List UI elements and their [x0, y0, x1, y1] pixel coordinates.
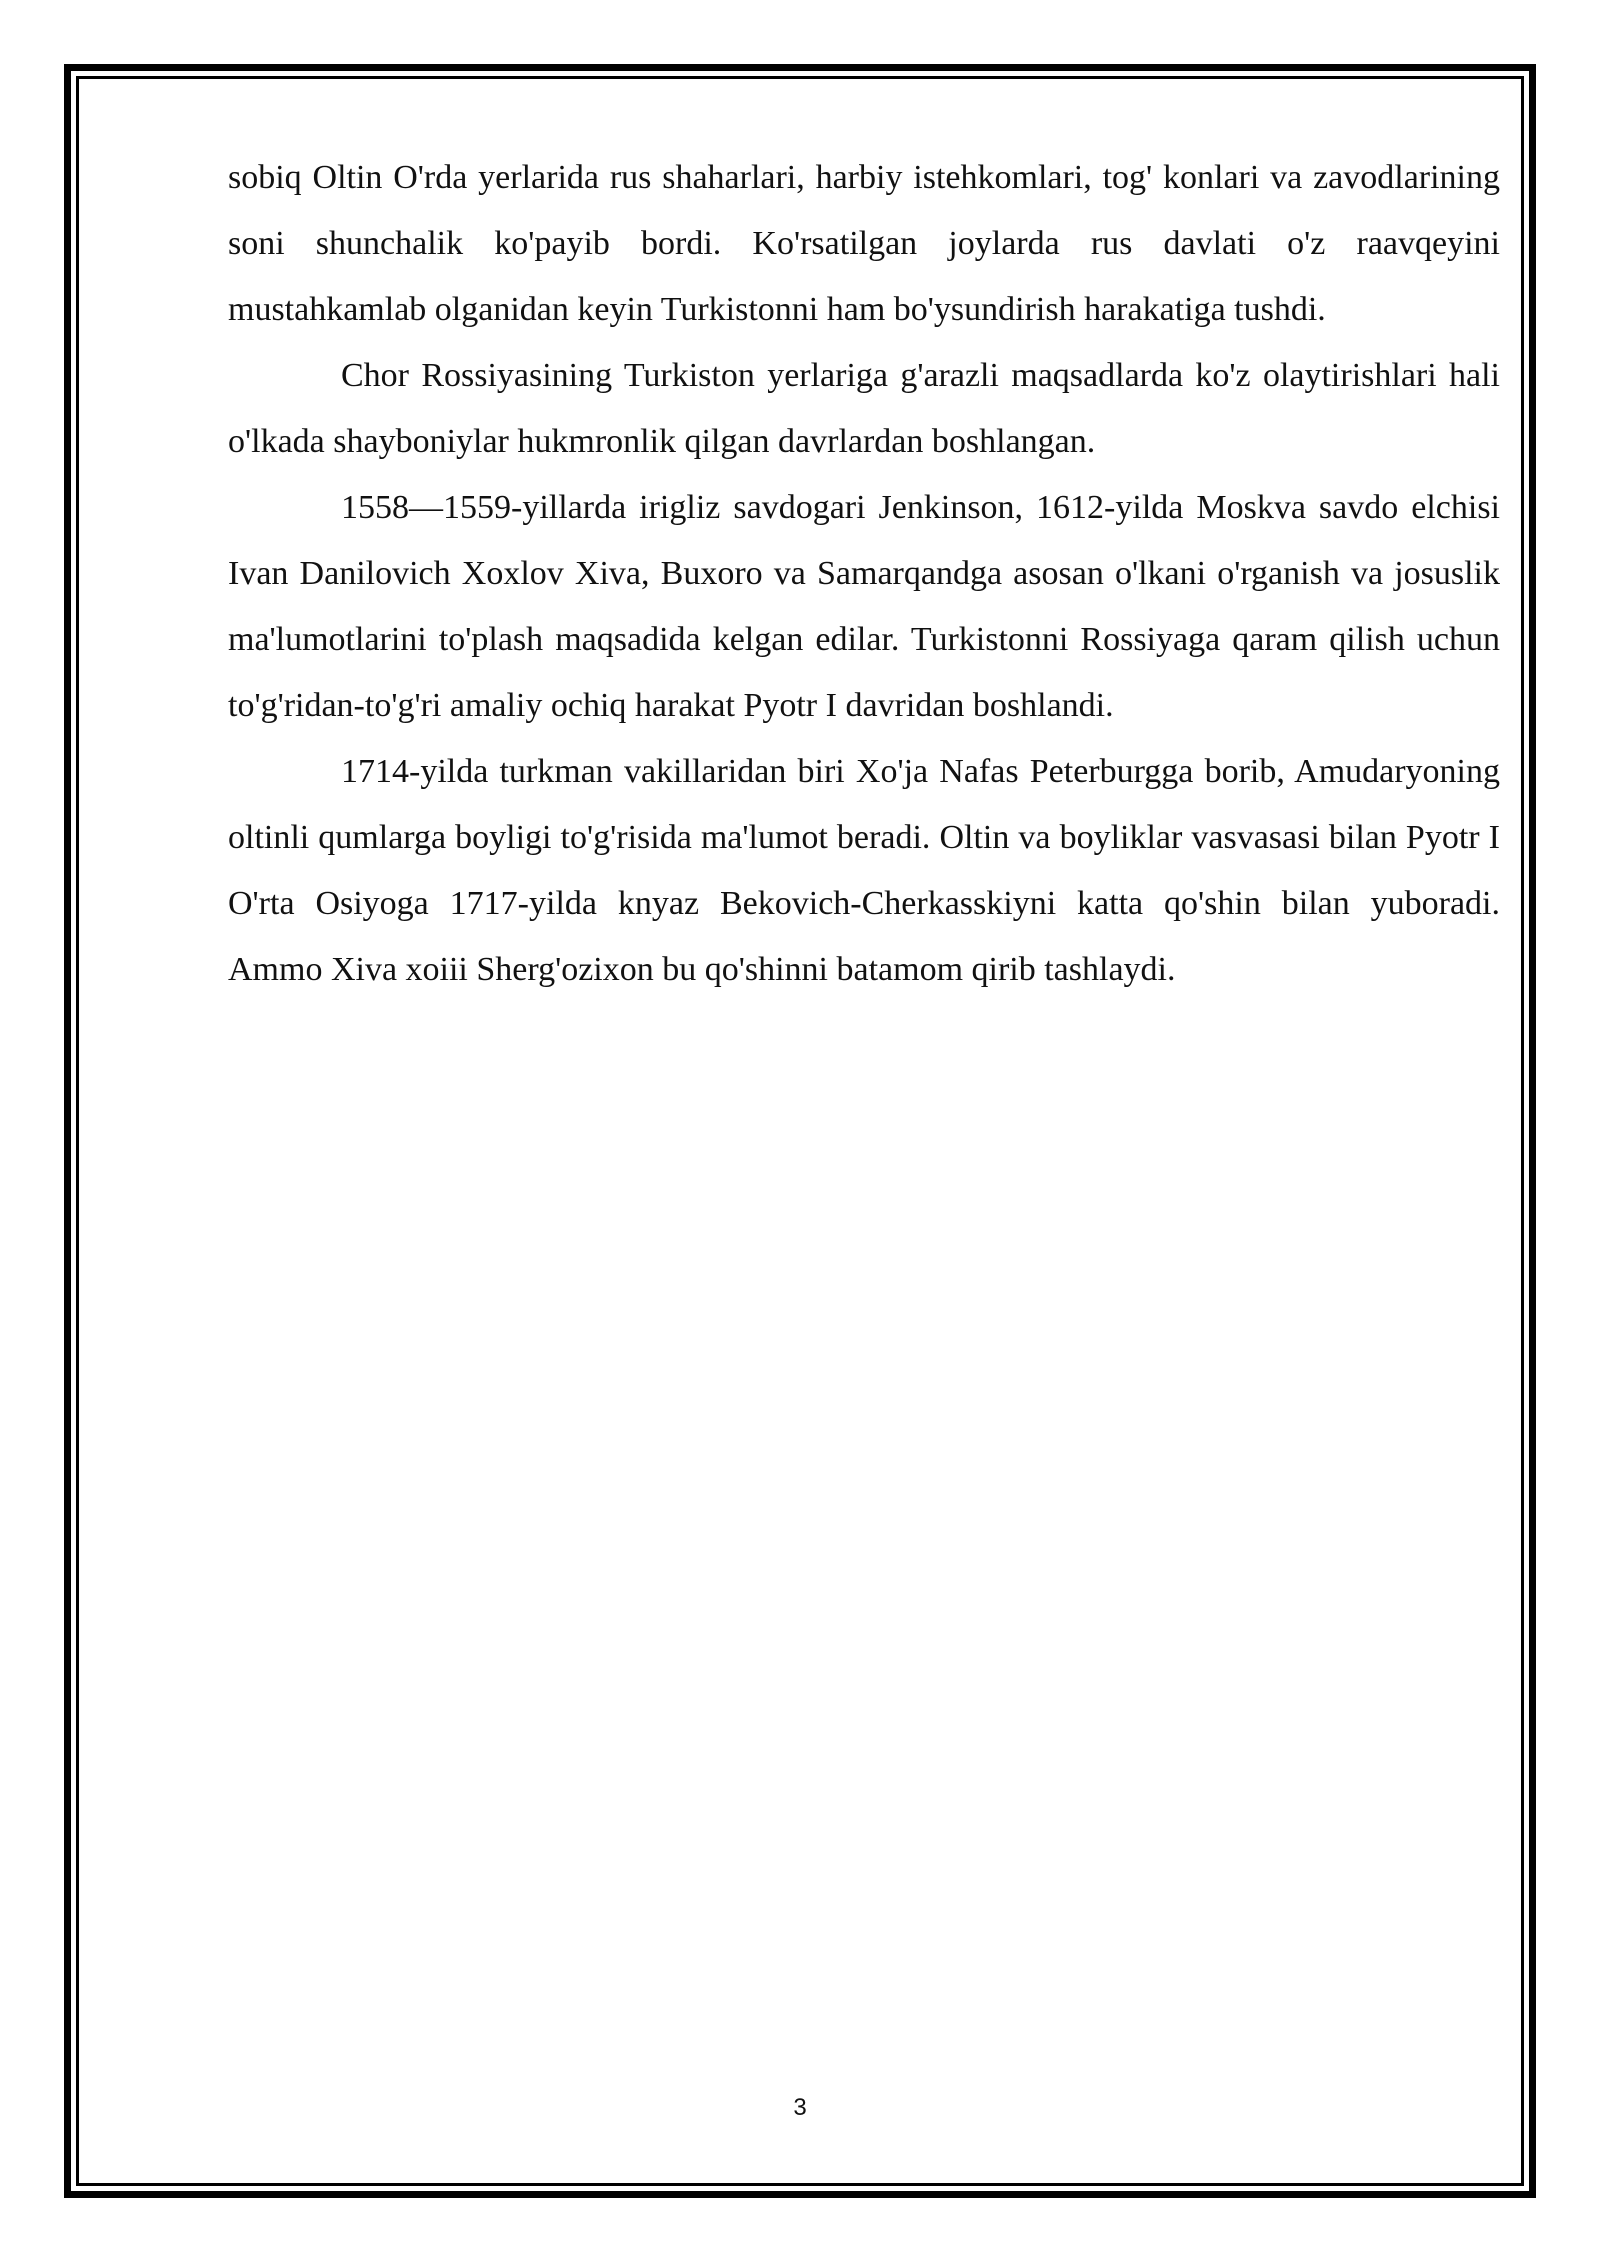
- paragraph: 1714-yilda turkman vakillaridan biri Xo'ja Nafas Peterburgga borib, Amudaryoning oltinli qumlarga boyligi to'g'risida ma'lumot beradi. Oltin va boyliklar vasvasasi bilan Pyotr I O'rta Osiyoga 1717-yilda knyaz Bekovich-Cherkasskiyni katta qo'shin bilan yuboradi. Ammo Xiva xoiii Sherg'ozixon bu qo'shinni batamom qirib tashlaydi.: [228, 753, 1500, 988]
- paragraph-continuation: sobiq Oltin O'rda yerlarida rus shaharlari, harbiy istehkomlari, tog' konlari va zavodlarining soni shunchalik ko'payib bordi. Ko'rsatilgan joylarda rus davlati o'z raavqeyini mustahkamlab olganidan keyin Turkistonni ham bo'ysundirish harakatiga tushdi.: [228, 159, 1500, 328]
- paragraph: Chor Rossiyasining Turkiston yerlariga g'arazli maqsadlarda ko'z olaytirishlari hali o'lkada shayboniylar hukmronlik qilgan davrlardan boshlangan.: [228, 357, 1500, 460]
- paragraph: 1558—1559-yillarda irigliz savdogari Jenkinson, 1612-yilda Moskva savdo elchisi Ivan Danilovich Xoxlov Xiva, Buxoro va Samarqandga asosan o'lkani o'rganish va josuslik ma'lumotlarini to'plash maqsadida kelgan edilar. Turkistonni Rossiyaga qaram qilish uchun to'g'ridan-to'g'ri amaliy ochiq harakat Pyotr I davridan boshlandi.: [228, 489, 1500, 724]
- page-number: 3: [793, 2094, 807, 2121]
- document-body: [228, 145, 1500, 1003]
